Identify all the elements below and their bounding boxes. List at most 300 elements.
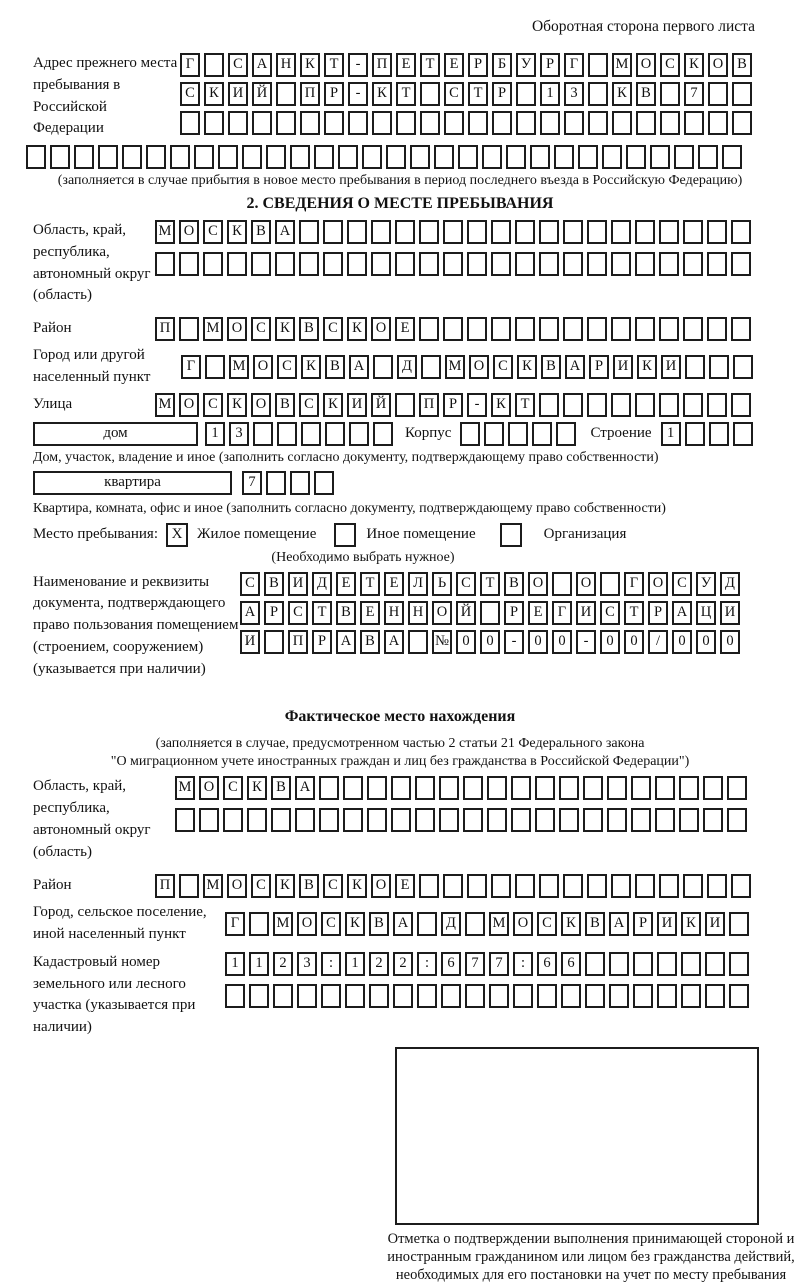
char-cell[interactable] <box>467 220 487 244</box>
char-cell[interactable]: О <box>576 572 596 596</box>
char-cell[interactable] <box>273 984 293 1008</box>
char-cell[interactable] <box>578 145 598 169</box>
char-cell[interactable]: В <box>585 912 605 936</box>
char-cell[interactable]: Р <box>648 601 668 625</box>
char-cell[interactable] <box>276 82 296 106</box>
char-cell[interactable]: - <box>576 630 596 654</box>
char-cell[interactable] <box>299 252 319 276</box>
char-cell[interactable] <box>227 252 247 276</box>
char-cell[interactable]: И <box>288 572 308 596</box>
char-cell[interactable]: Б <box>492 53 512 77</box>
char-cell[interactable]: П <box>372 53 392 77</box>
char-cell[interactable]: С <box>323 874 343 898</box>
char-cell[interactable] <box>395 220 415 244</box>
char-cell[interactable]: И <box>228 82 248 106</box>
char-cell[interactable] <box>249 912 269 936</box>
char-cell[interactable]: М <box>489 912 509 936</box>
char-cell[interactable] <box>367 808 387 832</box>
char-cell[interactable]: И <box>661 355 681 379</box>
char-cell[interactable]: С <box>228 53 248 77</box>
char-cell[interactable]: Р <box>264 601 284 625</box>
char-cell[interactable]: Р <box>540 53 560 77</box>
char-cell[interactable]: В <box>360 630 380 654</box>
char-cell[interactable]: О <box>432 601 452 625</box>
char-cell[interactable] <box>703 776 723 800</box>
char-cell[interactable] <box>386 145 406 169</box>
char-cell[interactable]: 6 <box>537 952 557 976</box>
char-cell[interactable]: В <box>251 220 271 244</box>
char-cell[interactable] <box>559 808 579 832</box>
char-cell[interactable]: В <box>325 355 345 379</box>
char-cell[interactable]: П <box>419 393 439 417</box>
char-cell[interactable] <box>707 317 727 341</box>
apartment-type-box[interactable] <box>33 471 232 495</box>
char-cell[interactable]: К <box>612 82 632 106</box>
char-cell[interactable]: К <box>684 53 704 77</box>
char-cell[interactable] <box>419 317 439 341</box>
char-cell[interactable] <box>275 252 295 276</box>
char-cell[interactable] <box>636 111 656 135</box>
char-cell[interactable] <box>467 252 487 276</box>
char-cell[interactable]: Г <box>225 912 245 936</box>
char-cell[interactable] <box>585 952 605 976</box>
char-cell[interactable]: : <box>417 952 437 976</box>
char-cell[interactable] <box>530 145 550 169</box>
char-cell[interactable]: А <box>349 355 369 379</box>
char-cell[interactable] <box>733 355 753 379</box>
char-cell[interactable]: И <box>347 393 367 417</box>
char-cell[interactable]: М <box>203 317 223 341</box>
char-cell[interactable]: И <box>657 912 677 936</box>
char-cell[interactable] <box>297 984 317 1008</box>
char-cell[interactable]: М <box>175 776 195 800</box>
char-cell[interactable]: С <box>251 874 271 898</box>
char-cell[interactable] <box>419 220 439 244</box>
char-cell[interactable]: А <box>275 220 295 244</box>
char-cell[interactable] <box>372 111 392 135</box>
char-cell[interactable] <box>655 808 675 832</box>
char-cell[interactable]: С <box>672 572 692 596</box>
char-cell[interactable]: Т <box>468 82 488 106</box>
char-cell[interactable]: К <box>347 874 367 898</box>
char-cell[interactable]: Е <box>360 601 380 625</box>
char-cell[interactable] <box>314 145 334 169</box>
char-cell[interactable] <box>602 145 622 169</box>
char-cell[interactable]: 1 <box>225 952 245 976</box>
char-cell[interactable]: Ь <box>432 572 452 596</box>
char-cell[interactable] <box>611 874 631 898</box>
char-cell[interactable] <box>563 220 583 244</box>
char-cell[interactable] <box>515 317 535 341</box>
char-cell[interactable] <box>633 984 653 1008</box>
char-cell[interactable] <box>482 145 502 169</box>
char-cell[interactable] <box>391 808 411 832</box>
char-cell[interactable]: В <box>336 601 356 625</box>
char-cell[interactable]: Н <box>276 53 296 77</box>
char-cell[interactable] <box>588 53 608 77</box>
char-cell[interactable] <box>319 776 339 800</box>
char-cell[interactable]: Й <box>371 393 391 417</box>
char-cell[interactable] <box>465 984 485 1008</box>
char-cell[interactable] <box>300 111 320 135</box>
char-cell[interactable]: В <box>504 572 524 596</box>
char-cell[interactable] <box>408 630 428 654</box>
char-cell[interactable] <box>463 808 483 832</box>
char-cell[interactable]: 0 <box>552 630 572 654</box>
char-cell[interactable] <box>194 145 214 169</box>
char-cell[interactable]: Т <box>420 53 440 77</box>
char-cell[interactable] <box>458 145 478 169</box>
char-cell[interactable] <box>179 252 199 276</box>
char-cell[interactable] <box>657 984 677 1008</box>
char-cell[interactable] <box>516 111 536 135</box>
char-cell[interactable] <box>631 776 651 800</box>
char-cell[interactable]: К <box>372 82 392 106</box>
char-cell[interactable] <box>299 220 319 244</box>
char-cell[interactable] <box>729 912 749 936</box>
char-cell[interactable]: О <box>179 220 199 244</box>
char-cell[interactable]: С <box>203 393 223 417</box>
char-cell[interactable] <box>559 776 579 800</box>
char-cell[interactable] <box>659 874 679 898</box>
char-cell[interactable]: Р <box>324 82 344 106</box>
char-cell[interactable] <box>683 220 703 244</box>
char-cell[interactable]: Л <box>408 572 428 596</box>
char-cell[interactable]: У <box>516 53 536 77</box>
char-cell[interactable]: К <box>227 393 247 417</box>
char-cell[interactable] <box>264 630 284 654</box>
char-cell[interactable] <box>709 355 729 379</box>
char-cell[interactable] <box>218 145 238 169</box>
house-type-box[interactable] <box>33 422 198 446</box>
char-cell[interactable] <box>707 874 727 898</box>
char-cell[interactable]: 6 <box>561 952 581 976</box>
char-cell[interactable] <box>290 471 310 495</box>
char-cell[interactable] <box>657 952 677 976</box>
char-cell[interactable] <box>583 808 603 832</box>
char-cell[interactable] <box>540 111 560 135</box>
char-cell[interactable]: К <box>275 874 295 898</box>
char-cell[interactable] <box>468 111 488 135</box>
char-cell[interactable] <box>343 808 363 832</box>
char-cell[interactable] <box>444 111 464 135</box>
char-cell[interactable]: А <box>672 601 692 625</box>
char-cell[interactable] <box>587 874 607 898</box>
char-cell[interactable] <box>611 220 631 244</box>
char-cell[interactable] <box>539 393 559 417</box>
char-cell[interactable] <box>343 776 363 800</box>
char-cell[interactable]: С <box>537 912 557 936</box>
char-cell[interactable]: В <box>299 317 319 341</box>
char-cell[interactable]: М <box>155 393 175 417</box>
char-cell[interactable]: О <box>179 393 199 417</box>
char-cell[interactable]: И <box>576 601 596 625</box>
char-cell[interactable] <box>535 776 555 800</box>
char-cell[interactable] <box>369 984 389 1008</box>
char-cell[interactable] <box>684 111 704 135</box>
char-cell[interactable] <box>410 145 430 169</box>
char-cell[interactable]: М <box>445 355 465 379</box>
char-cell[interactable]: 0 <box>672 630 692 654</box>
stay-type-checkbox-other[interactable] <box>334 523 356 547</box>
char-cell[interactable]: Е <box>528 601 548 625</box>
char-cell[interactable] <box>443 874 463 898</box>
char-cell[interactable]: Д <box>312 572 332 596</box>
char-cell[interactable] <box>674 145 694 169</box>
char-cell[interactable]: В <box>264 572 284 596</box>
char-cell[interactable]: 3 <box>229 422 249 446</box>
char-cell[interactable] <box>419 874 439 898</box>
char-cell[interactable] <box>420 111 440 135</box>
char-cell[interactable]: С <box>493 355 513 379</box>
char-cell[interactable]: К <box>347 317 367 341</box>
char-cell[interactable] <box>731 393 751 417</box>
char-cell[interactable] <box>434 145 454 169</box>
char-cell[interactable] <box>373 422 393 446</box>
char-cell[interactable]: К <box>227 220 247 244</box>
char-cell[interactable] <box>681 984 701 1008</box>
char-cell[interactable] <box>205 355 225 379</box>
char-cell[interactable] <box>204 53 224 77</box>
char-cell[interactable] <box>708 111 728 135</box>
char-cell[interactable] <box>659 220 679 244</box>
char-cell[interactable] <box>729 984 749 1008</box>
char-cell[interactable] <box>698 145 718 169</box>
char-cell[interactable] <box>74 145 94 169</box>
char-cell[interactable] <box>480 601 500 625</box>
char-cell[interactable] <box>683 317 703 341</box>
char-cell[interactable] <box>439 808 459 832</box>
char-cell[interactable]: 1 <box>540 82 560 106</box>
char-cell[interactable]: В <box>275 393 295 417</box>
char-cell[interactable]: - <box>467 393 487 417</box>
char-cell[interactable]: Й <box>456 601 476 625</box>
char-cell[interactable] <box>705 984 725 1008</box>
char-cell[interactable] <box>539 252 559 276</box>
char-cell[interactable] <box>563 874 583 898</box>
char-cell[interactable] <box>727 776 747 800</box>
char-cell[interactable]: В <box>636 82 656 106</box>
char-cell[interactable] <box>563 317 583 341</box>
char-cell[interactable] <box>708 82 728 106</box>
char-cell[interactable] <box>467 317 487 341</box>
char-cell[interactable]: 0 <box>624 630 644 654</box>
char-cell[interactable]: С <box>288 601 308 625</box>
char-cell[interactable] <box>556 422 576 446</box>
char-cell[interactable]: У <box>696 572 716 596</box>
char-cell[interactable] <box>492 111 512 135</box>
char-cell[interactable]: 7 <box>242 471 262 495</box>
char-cell[interactable] <box>491 252 511 276</box>
char-cell[interactable] <box>98 145 118 169</box>
char-cell[interactable]: В <box>732 53 752 77</box>
char-cell[interactable] <box>532 422 552 446</box>
char-cell[interactable]: М <box>612 53 632 77</box>
char-cell[interactable] <box>660 82 680 106</box>
char-cell[interactable] <box>395 393 415 417</box>
char-cell[interactable]: Г <box>181 355 201 379</box>
char-cell[interactable] <box>371 220 391 244</box>
char-cell[interactable] <box>362 145 382 169</box>
char-cell[interactable]: М <box>203 874 223 898</box>
char-cell[interactable]: О <box>528 572 548 596</box>
char-cell[interactable] <box>179 874 199 898</box>
char-cell[interactable]: С <box>223 776 243 800</box>
char-cell[interactable] <box>707 252 727 276</box>
char-cell[interactable]: 0 <box>480 630 500 654</box>
char-cell[interactable] <box>683 874 703 898</box>
char-cell[interactable] <box>463 776 483 800</box>
char-cell[interactable] <box>419 252 439 276</box>
char-cell[interactable]: Е <box>444 53 464 77</box>
char-cell[interactable]: Е <box>395 317 415 341</box>
char-cell[interactable] <box>707 220 727 244</box>
char-cell[interactable]: К <box>301 355 321 379</box>
char-cell[interactable] <box>731 252 751 276</box>
char-cell[interactable] <box>349 422 369 446</box>
stay-type-checkbox-residential[interactable]: X <box>166 523 188 547</box>
char-cell[interactable] <box>703 808 723 832</box>
char-cell[interactable] <box>587 393 607 417</box>
char-cell[interactable]: В <box>369 912 389 936</box>
char-cell[interactable] <box>685 422 705 446</box>
char-cell[interactable]: 0 <box>696 630 716 654</box>
char-cell[interactable] <box>635 220 655 244</box>
char-cell[interactable]: 0 <box>720 630 740 654</box>
char-cell[interactable] <box>611 252 631 276</box>
char-cell[interactable] <box>155 252 175 276</box>
char-cell[interactable] <box>439 776 459 800</box>
char-cell[interactable] <box>491 317 511 341</box>
char-cell[interactable] <box>626 145 646 169</box>
char-cell[interactable] <box>247 808 267 832</box>
char-cell[interactable] <box>635 874 655 898</box>
char-cell[interactable]: И <box>613 355 633 379</box>
char-cell[interactable] <box>26 145 46 169</box>
char-cell[interactable]: : <box>321 952 341 976</box>
char-cell[interactable] <box>396 111 416 135</box>
char-cell[interactable]: 7 <box>489 952 509 976</box>
char-cell[interactable]: 1 <box>661 422 681 446</box>
char-cell[interactable] <box>539 874 559 898</box>
char-cell[interactable] <box>515 220 535 244</box>
char-cell[interactable]: М <box>155 220 175 244</box>
char-cell[interactable]: 3 <box>297 952 317 976</box>
char-cell[interactable]: Р <box>468 53 488 77</box>
char-cell[interactable]: Г <box>624 572 644 596</box>
char-cell[interactable] <box>249 984 269 1008</box>
char-cell[interactable]: К <box>517 355 537 379</box>
char-cell[interactable]: О <box>199 776 219 800</box>
char-cell[interactable]: - <box>348 82 368 106</box>
char-cell[interactable] <box>460 422 480 446</box>
char-cell[interactable] <box>633 952 653 976</box>
char-cell[interactable]: И <box>240 630 260 654</box>
char-cell[interactable] <box>180 111 200 135</box>
char-cell[interactable]: П <box>155 317 175 341</box>
char-cell[interactable] <box>252 111 272 135</box>
char-cell[interactable] <box>301 422 321 446</box>
char-cell[interactable]: Е <box>384 572 404 596</box>
char-cell[interactable]: : <box>513 952 533 976</box>
char-cell[interactable] <box>731 874 751 898</box>
char-cell[interactable]: О <box>708 53 728 77</box>
char-cell[interactable] <box>611 317 631 341</box>
char-cell[interactable]: О <box>513 912 533 936</box>
char-cell[interactable]: 2 <box>369 952 389 976</box>
char-cell[interactable]: 1 <box>345 952 365 976</box>
char-cell[interactable] <box>707 393 727 417</box>
char-cell[interactable]: П <box>155 874 175 898</box>
char-cell[interactable] <box>508 422 528 446</box>
char-cell[interactable] <box>421 355 441 379</box>
char-cell[interactable]: - <box>504 630 524 654</box>
char-cell[interactable] <box>290 145 310 169</box>
char-cell[interactable] <box>681 952 701 976</box>
char-cell[interactable]: Д <box>720 572 740 596</box>
char-cell[interactable] <box>609 984 629 1008</box>
char-cell[interactable] <box>660 111 680 135</box>
char-cell[interactable] <box>732 82 752 106</box>
char-cell[interactable]: К <box>204 82 224 106</box>
char-cell[interactable] <box>443 252 463 276</box>
char-cell[interactable]: М <box>273 912 293 936</box>
char-cell[interactable] <box>539 220 559 244</box>
char-cell[interactable]: И <box>720 601 740 625</box>
char-cell[interactable] <box>655 776 675 800</box>
char-cell[interactable] <box>709 422 729 446</box>
char-cell[interactable] <box>314 471 334 495</box>
char-cell[interactable]: А <box>295 776 315 800</box>
char-cell[interactable]: О <box>297 912 317 936</box>
char-cell[interactable]: Р <box>633 912 653 936</box>
char-cell[interactable] <box>420 82 440 106</box>
char-cell[interactable] <box>487 808 507 832</box>
char-cell[interactable]: О <box>253 355 273 379</box>
char-cell[interactable] <box>612 111 632 135</box>
char-cell[interactable]: В <box>299 874 319 898</box>
char-cell[interactable] <box>659 317 679 341</box>
char-cell[interactable] <box>484 422 504 446</box>
char-cell[interactable] <box>683 252 703 276</box>
char-cell[interactable] <box>487 776 507 800</box>
char-cell[interactable]: Т <box>312 601 332 625</box>
char-cell[interactable] <box>563 252 583 276</box>
char-cell[interactable]: Д <box>397 355 417 379</box>
char-cell[interactable]: Е <box>336 572 356 596</box>
char-cell[interactable] <box>373 355 393 379</box>
char-cell[interactable] <box>588 111 608 135</box>
char-cell[interactable] <box>277 422 297 446</box>
char-cell[interactable] <box>415 808 435 832</box>
char-cell[interactable] <box>731 220 751 244</box>
char-cell[interactable] <box>199 808 219 832</box>
char-cell[interactable]: О <box>469 355 489 379</box>
char-cell[interactable]: С <box>299 393 319 417</box>
char-cell[interactable]: Т <box>360 572 380 596</box>
char-cell[interactable]: Т <box>480 572 500 596</box>
char-cell[interactable]: А <box>384 630 404 654</box>
char-cell[interactable]: А <box>336 630 356 654</box>
char-cell[interactable]: Й <box>252 82 272 106</box>
char-cell[interactable]: Т <box>324 53 344 77</box>
char-cell[interactable]: О <box>371 317 391 341</box>
char-cell[interactable] <box>415 776 435 800</box>
char-cell[interactable]: И <box>705 912 725 936</box>
char-cell[interactable] <box>491 220 511 244</box>
char-cell[interactable] <box>50 145 70 169</box>
char-cell[interactable]: С <box>203 220 223 244</box>
